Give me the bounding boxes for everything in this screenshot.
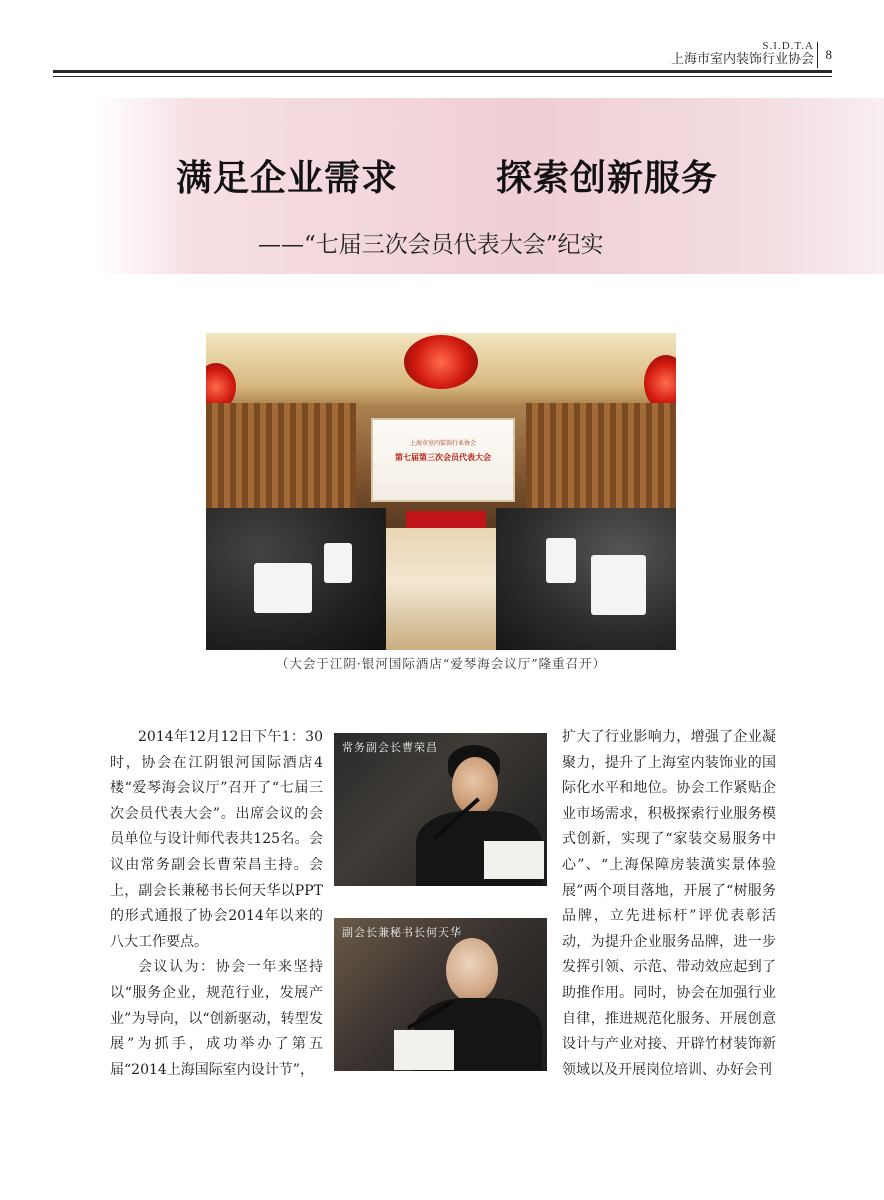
speaker-face <box>446 938 498 1002</box>
audience-right <box>496 508 676 650</box>
paragraph: 2014年12月12日下午1：30时，协会在江阴银河国际酒店4楼“爱琴海会议厅”召开了“七届三次会员代表大会”。出席会议的会员单位与设计师代表共125名。会议由常务副会长曹荣昌主持。会上，副会长兼秘书长何天华以PPT的形式通报了协会2014年以来的八大工作要点。 <box>110 729 323 950</box>
header-rule-thick <box>53 70 832 73</box>
secretary-general-photo <box>334 918 547 1071</box>
header-separator <box>817 42 819 68</box>
speaker-face <box>452 757 498 815</box>
inset-label: 常务副会长曹荣昌 <box>342 741 438 754</box>
chair <box>591 555 646 615</box>
photo-caption: （大会于江阴·银河国际酒店“爱琴海会议厅”隆重召开） <box>275 656 607 671</box>
org-name: 上海市室内装饰行业协会 <box>670 52 814 67</box>
speech-paper <box>484 841 544 879</box>
polished-floor <box>376 528 516 650</box>
body-column-left <box>110 725 323 1083</box>
projection-screen <box>371 418 515 502</box>
org-abbreviation: S.I.D.T.A <box>762 40 814 52</box>
screen-org-text: 上海市室内装饰行业协会 <box>409 440 476 447</box>
screen-event-text: 第七届第三次会员代表大会 <box>395 453 491 462</box>
page-number: 8 <box>825 47 832 62</box>
speech-paper <box>394 1030 454 1070</box>
running-header <box>671 40 814 68</box>
chair <box>546 538 576 583</box>
chair <box>254 563 312 613</box>
article-title-left: 满足企业需求 <box>176 157 399 199</box>
header-rule-thin <box>53 76 832 77</box>
chandelier-center <box>404 335 478 389</box>
article-title-right: 探索创新服务 <box>496 157 719 199</box>
chair <box>324 543 352 583</box>
inset-label: 副会长兼秘书长何天华 <box>342 926 462 939</box>
paragraph: 会议认为：协会一年来坚持以“服务企业，规范行业，发展产业”为导向，以“创新驱动，转型发展”为抓手，成功举办了第五届“2014上海国际室内设计节”， <box>110 959 323 1078</box>
article-subtitle: ——“七届三次会员代表大会”纪实 <box>258 232 604 258</box>
conference-hall-photo <box>206 333 676 650</box>
vice-president-photo <box>334 733 547 886</box>
body-column-right <box>562 725 776 1083</box>
paragraph: 扩大了行业影响力，增强了企业凝聚力，提升了上海室内装饰业的国际化水平和地位。协会工作紧贴企业市场需求，积极探索行业服务模式创新，实现了“家装交易服务中心”、“上海保障房装潢实景体验展”两个项目落地，开展了“树服务品牌，立先进标杆”评优表彰活动，为提升企业服务品牌，进一步发挥引领、示范、带动效应起到了助推作用。同时，协会在加强行业自律，推进规范化服务、开展创意设计与产业对接、开辟竹材装饰新领域以及开展岗位培训、办好会刊 <box>562 729 776 1078</box>
